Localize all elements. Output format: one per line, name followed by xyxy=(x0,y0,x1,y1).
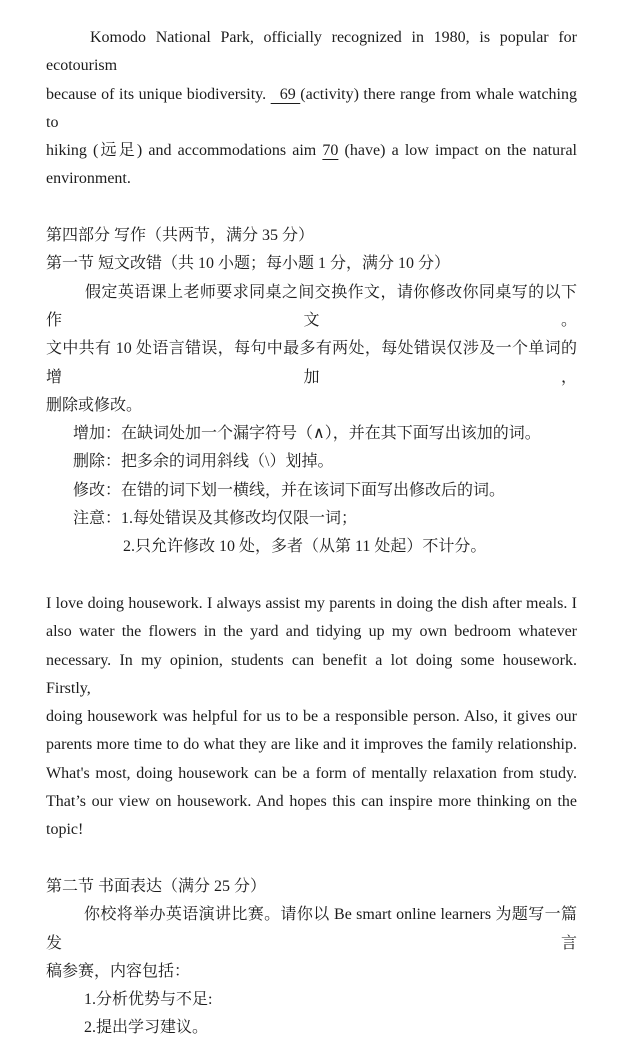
text-segment: 文中共有 10 处语言错误，每句中最多有两处，每处错误仅涉及一个单词的增加， xyxy=(46,340,577,386)
text-segment: because of its unique biodiversity. xyxy=(46,85,271,103)
task-point-1: 1.分析优势与不足: xyxy=(84,991,213,1009)
rule-note-1: 注意：1.每处错误及其修改均仅限一词； xyxy=(73,510,358,528)
blank-line xyxy=(46,845,577,873)
section2-heading: 第二节 书面表达（满分 25 分） xyxy=(46,877,267,895)
correction-intro xyxy=(46,279,577,420)
rule-add: 增加：在缺词处加一个漏字符号（∧），并在其下面写出该加的词。 xyxy=(73,425,541,443)
text-line xyxy=(46,24,577,81)
text-segment: What's most, doing housework can be a form of mentally relaxation from study. xyxy=(46,764,577,782)
text-line xyxy=(46,760,577,788)
text-segment: I love doing housework. I always assist my parents in doing the dish after meals. I xyxy=(46,594,577,612)
text-line xyxy=(46,647,577,704)
blank-line xyxy=(46,562,577,590)
text-segment: Komodo National Park, officially recognized in 1980, is popular for ecotourism xyxy=(46,29,577,75)
fill-in-blank: 70 xyxy=(322,142,339,160)
text-segment: 删除或修改。 xyxy=(46,396,143,414)
text-line xyxy=(46,335,577,392)
blank-line xyxy=(46,194,577,222)
text-segment: parents more time to do what they are like and it improves the family relationship. xyxy=(46,736,577,754)
text-segment: That’s our view on housework. And hopes this can inspire more thinking on the topic! xyxy=(46,793,577,839)
rule-delete: 删除：把多余的词用斜线（\）划掉。 xyxy=(73,453,334,471)
text-segment: hiking (远足) and accommodations aim xyxy=(46,142,323,160)
fill-in-blank: 69 xyxy=(270,85,301,103)
essay-for-correction xyxy=(46,590,577,845)
text-segment: 假定英语课上老师要求同桌之间交换作文，请你修改你同桌写的以下作文。 xyxy=(46,283,577,329)
text-line xyxy=(46,788,577,845)
text-segment: (have) a low impact on the natural xyxy=(338,142,577,160)
text-line xyxy=(46,81,577,138)
rule-note-2: 2.只允许修改 10 处，多者（从第 11 处起）不计分。 xyxy=(123,538,487,556)
writing-task-intro xyxy=(46,901,577,986)
text-segment: necessary. In my opinion, students can benefit a lot doing some housework. Firstly, xyxy=(46,651,577,697)
text-line xyxy=(46,901,577,958)
task-point-2: 2.提出学习建议。 xyxy=(84,1019,209,1037)
text-segment: doing housework was helpful for us to be a responsible person. Also, it gives our xyxy=(46,708,577,726)
text-line xyxy=(46,165,577,193)
text-segment: (activity) there range from whale watching to xyxy=(46,85,578,131)
text-line xyxy=(46,590,577,618)
text-segment: 你校将举办英语演讲比赛。请你以 Be smart online learners 为题写一篇发言 xyxy=(46,906,577,952)
text-line xyxy=(46,137,577,165)
text-line xyxy=(46,731,577,759)
text-segment: also water the flowers in the yard and tidying up my own bedroom whatever xyxy=(46,623,577,641)
text-line xyxy=(46,618,577,646)
text-line xyxy=(46,703,577,731)
text-segment: 稿参赛，内容包括： xyxy=(46,962,191,980)
grammar-fill-passage xyxy=(46,24,577,194)
rule-modify: 修改：在错的词下划一横线，并在该词下面写出修改后的词。 xyxy=(73,481,506,499)
text-segment: environment. xyxy=(46,170,131,188)
section1-heading: 第一节 短文改错（共 10 小题；每小题 1 分，满分 10 分） xyxy=(46,255,451,273)
text-line xyxy=(46,958,577,986)
text-line xyxy=(46,279,577,336)
part4-heading: 第四部分 写作（共两节，满分 35 分） xyxy=(46,227,315,245)
text-line xyxy=(46,392,577,420)
